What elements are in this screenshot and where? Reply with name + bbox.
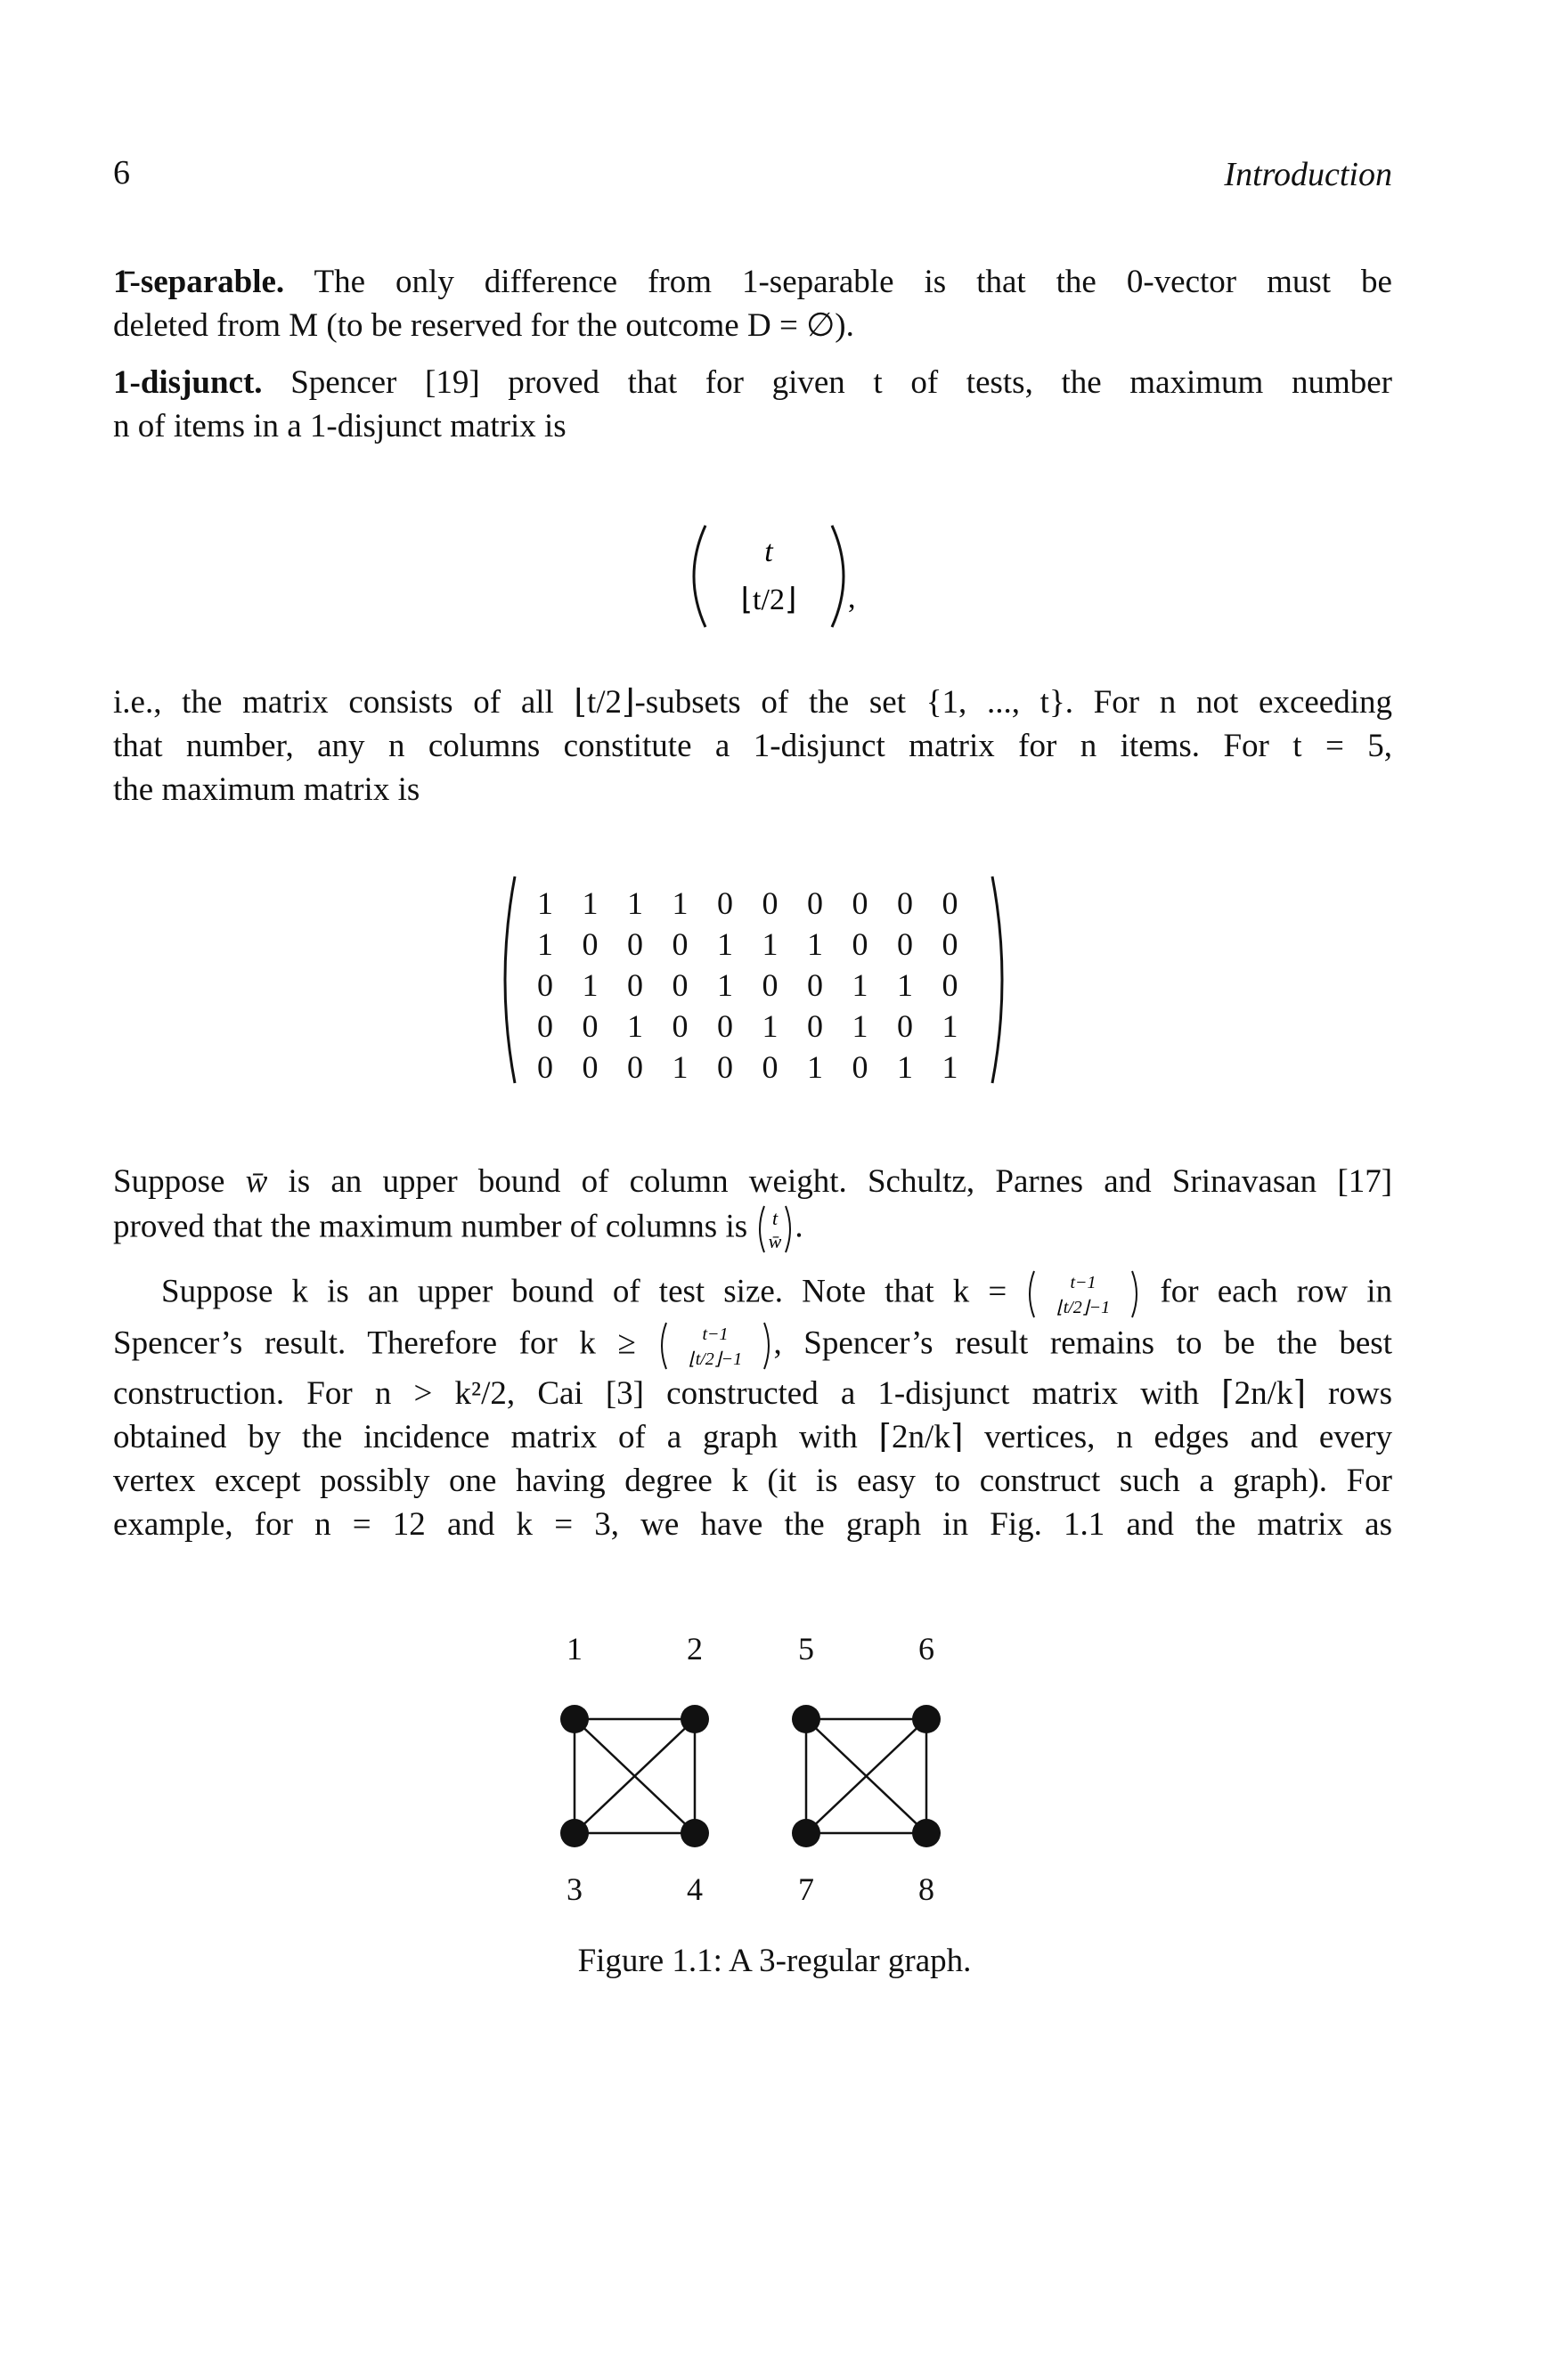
matrix-cell: 0 <box>672 926 689 962</box>
matrix-cell: 1 <box>762 1008 779 1044</box>
disjunct-text-line1: Spencer [19] proved that for given t of tests, the maximum number <box>290 364 1392 401</box>
svg-text:w̄: w̄ <box>769 1230 782 1252</box>
matrix-cell: 1 <box>582 885 599 921</box>
matrix-cell: 1 <box>672 1049 689 1085</box>
vertex-label-3: 3 <box>567 1871 583 1907</box>
vertex-label-1: 1 <box>567 1631 583 1667</box>
subsets-line2: that number, any n columns constitute a 1-disjunct matrix for n items. For t = 5, <box>113 728 1392 764</box>
matrix-cell: 0 <box>582 926 599 962</box>
separable-term: 1̄-separable. <box>113 264 285 300</box>
matrix-cell: 1 <box>627 1008 643 1044</box>
matrix-cell: 1 <box>942 1049 958 1085</box>
matrix-cell: 0 <box>762 967 779 1003</box>
vertex-label-6: 6 <box>918 1631 934 1667</box>
test-size-line1-b: for each row in <box>1160 1273 1393 1310</box>
matrix-cell: 0 <box>627 967 643 1003</box>
matrix-cell: 0 <box>942 885 958 921</box>
weight-line1-b: is an upper bound of column weight. Schultz, Parnes and Srinavasan [17] <box>288 1163 1393 1200</box>
svg-text:t−1: t−1 <box>702 1324 729 1344</box>
vertex-2 <box>681 1705 709 1733</box>
vertex-label-4: 4 <box>687 1871 703 1907</box>
weight-line1-a: Suppose <box>113 1163 225 1200</box>
vertex-label-8: 8 <box>918 1871 934 1907</box>
disjunct-paragraph <box>113 361 1392 448</box>
matrix-cell: 1 <box>582 967 599 1003</box>
matrix-cell: 1 <box>627 885 643 921</box>
subsets-line1: i.e., the matrix consists of all ⌊t/2⌋-subsets of the set {1, ..., t}. For n not exceeding <box>113 684 1392 721</box>
matrix-cell: 0 <box>897 926 913 962</box>
page-number: 6 <box>113 154 130 192</box>
matrix-cell: 0 <box>897 885 913 921</box>
matrix-cell: 1 <box>672 885 689 921</box>
matrix-cell: 0 <box>717 1049 733 1085</box>
matrix-cell: 0 <box>717 1008 733 1044</box>
weight-line2-a: proved that the maximum number of columns is <box>113 1208 748 1245</box>
vertex-1 <box>560 1705 589 1733</box>
matrix-cell: 0 <box>672 1008 689 1044</box>
matrix-cell: 0 <box>852 926 868 962</box>
matrix-cell: 1 <box>807 926 823 962</box>
matrix-cell: 0 <box>627 1049 643 1085</box>
regular-graph-figure <box>499 1630 998 1968</box>
weight-line2-b: . <box>795 1208 803 1245</box>
vertex-7 <box>792 1819 820 1847</box>
matrix-cell: 0 <box>537 1049 553 1085</box>
matrix-cell: 1 <box>717 967 733 1003</box>
test-size-line2-a: Spencer’s result. Therefore for k ≥ <box>113 1324 636 1362</box>
svg-text:⌊t/2⌋−1: ⌊t/2⌋−1 <box>1056 1298 1111 1317</box>
disjunct-text-line2: n of items in a 1-disjunct matrix is <box>113 408 567 444</box>
graph-left-edges <box>575 1719 695 1833</box>
display-binomial <box>679 518 875 634</box>
weight-paragraph <box>113 1160 1392 1255</box>
matrix-cell: 0 <box>807 1008 823 1044</box>
matrix-cell: 0 <box>942 926 958 962</box>
svg-text:t: t <box>772 1207 779 1229</box>
matrix-cell: 0 <box>942 967 958 1003</box>
test-size-line5: vertex except possibly one having degree k (it is easy to construct such a graph). For <box>113 1463 1392 1499</box>
test-size-line3: construction. For n > k²/2, Cai [3] constructed a 1-disjunct matrix with ⌈2n/k⌉ rows <box>113 1375 1392 1412</box>
matrix-cell: 0 <box>762 1049 779 1085</box>
matrix-cell: 0 <box>852 1049 868 1085</box>
test-size-line4: obtained by the incidence matrix of a graph with ⌈2n/k⌉ vertices, n edges and every <box>113 1419 1392 1455</box>
matrix-cell: 0 <box>537 1008 553 1044</box>
binomial-top: t <box>764 535 773 568</box>
inline-binomial-1 <box>1025 1268 1141 1320</box>
vertex-6 <box>912 1705 941 1733</box>
vertex-label-7: 7 <box>798 1871 814 1907</box>
running-head: Introduction <box>1224 156 1392 193</box>
binomial-parentheses <box>679 518 875 634</box>
test-size-line1-a: Suppose k is an upper bound of test size. Note that k = <box>161 1273 1007 1310</box>
matrix-cell: 1 <box>717 926 733 962</box>
graph-right-edges <box>806 1719 926 1833</box>
svg-text:⌊t/2⌋−1: ⌊t/2⌋−1 <box>689 1349 743 1369</box>
matrix-cell: 0 <box>627 926 643 962</box>
weight-symbol: w̄ <box>245 1163 268 1200</box>
svg-text:t−1: t−1 <box>1070 1273 1097 1292</box>
matrix-cell: 0 <box>537 967 553 1003</box>
vertex-4 <box>681 1819 709 1847</box>
vertex-8 <box>912 1819 941 1847</box>
vertex-5 <box>792 1705 820 1733</box>
figure-caption: Figure 1.1: A 3-regular graph. <box>577 1943 972 1979</box>
vertex-label-2: 2 <box>687 1631 703 1667</box>
test-size-line2-b: , Spencer’s result remains to be the best <box>773 1324 1392 1362</box>
separable-text-line1: The only difference from 1-separable is that the 0-vector must be <box>314 264 1392 300</box>
matrix-cell: 0 <box>807 885 823 921</box>
matrix-cell: 1 <box>852 967 868 1003</box>
test-size-line6: example, for n = 12 and k = 3, we have the graph in Fig. 1.1 and the matrix as <box>113 1506 1392 1543</box>
binomial-bottom: ⌊t/2⌋ <box>740 583 797 616</box>
matrix-cell: 0 <box>582 1049 599 1085</box>
matrix-cell: 1 <box>897 1049 913 1085</box>
matrix-cell: 1 <box>942 1008 958 1044</box>
incidence-matrix <box>495 873 1012 1087</box>
matrix-cell: 1 <box>537 885 553 921</box>
matrix-cell: 1 <box>807 1049 823 1085</box>
matrix-cell: 0 <box>807 967 823 1003</box>
separable-paragraph <box>113 260 1392 347</box>
matrix-cell: 1 <box>537 926 553 962</box>
binomial-comma: , <box>848 582 856 615</box>
matrix-cell: 0 <box>852 885 868 921</box>
subsets-line3: the maximum matrix is <box>113 771 420 808</box>
matrix-cell: 0 <box>672 967 689 1003</box>
graph-drawing <box>499 1630 998 1968</box>
matrix-cell: 0 <box>897 1008 913 1044</box>
matrix-cell: 1 <box>852 1008 868 1044</box>
vertex-3 <box>560 1819 589 1847</box>
subsets-paragraph <box>113 681 1392 811</box>
matrix-cell: 1 <box>762 926 779 962</box>
vertex-label-5: 5 <box>798 1631 814 1667</box>
matrix-cell: 1 <box>897 967 913 1003</box>
separable-text-line2: deleted from M (to be reserved for the outcome D = ∅). <box>113 307 854 344</box>
matrix-cell: 0 <box>762 885 779 921</box>
disjunct-term: 1-disjunct. <box>113 364 263 401</box>
inline-binomial-2 <box>657 1320 773 1372</box>
test-size-paragraph <box>113 1268 1392 1546</box>
matrix-cell: 0 <box>717 885 733 921</box>
matrix-cell: 0 <box>582 1008 599 1044</box>
inline-binomial-t-w <box>755 1203 795 1255</box>
